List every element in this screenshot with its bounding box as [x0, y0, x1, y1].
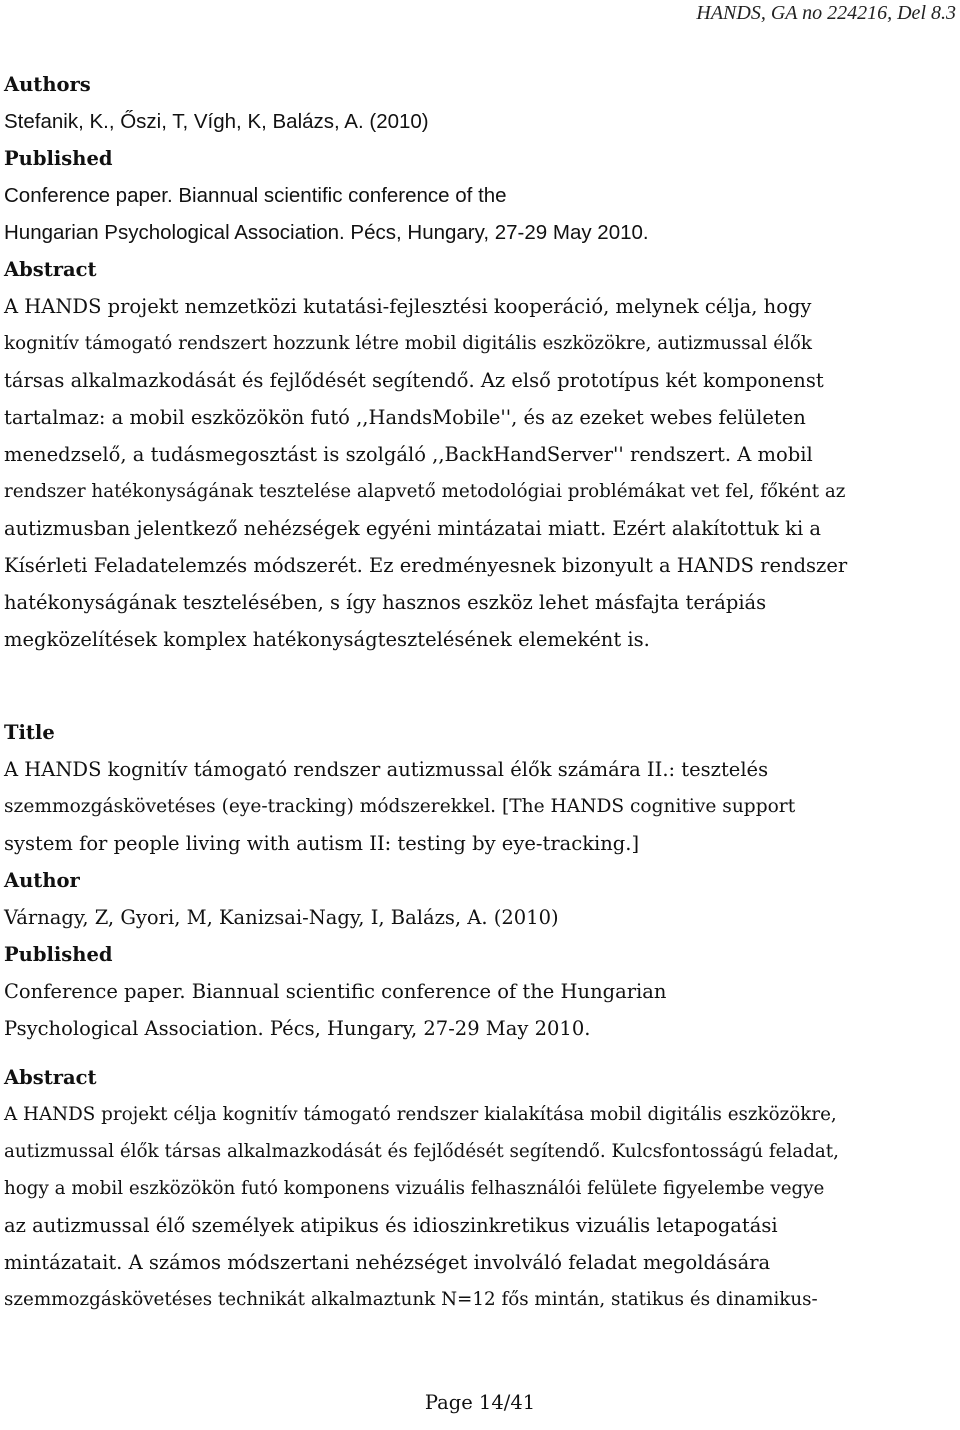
abstract-heading: Abstract — [4, 258, 97, 281]
abstract-line: rendszer hatékonyságának tesztelése alapvető metodológiai problémákat vet fel, főként az — [4, 481, 846, 502]
abstract-line: autizmusban jelentkező nehézségek egyéni mintázatai miatt. Ezért alakítottuk ki a — [4, 517, 822, 540]
published-line: Conference paper. Biannual scientific conference of the — [4, 184, 507, 207]
title-line: A HANDS kognitív támogató rendszer autizmussal élők számára II.: tesztelés — [4, 758, 769, 781]
abstract-line: megközelítések komplex hatékonyságtesztelésének elemeként is. — [4, 628, 650, 651]
author-heading: Author — [4, 869, 80, 892]
abstract-line: kognitív támogató rendszert hozzunk létre mobil digitális eszközökre, autizmussal élők — [4, 333, 812, 354]
abstract-heading: Abstract — [4, 1066, 97, 1089]
title-line: system for people living with autism II: testing by eye-tracking.] — [4, 832, 640, 855]
published-line: Hungarian Psychological Association. Pécs, Hungary, 27-29 May 2010. — [4, 221, 649, 244]
published-heading: Published — [4, 943, 113, 966]
spacer — [4, 1047, 956, 1059]
publication-entry-1 — [4, 66, 956, 658]
abstract-line: autizmussal élők társas alkalmazkodását és fejlődését segítendő. Kulcsfontosságú feladat, — [4, 1141, 839, 1162]
authors-heading: Authors — [4, 73, 91, 96]
title-line: szemmozgáskövetéses (eye-tracking) módszerekkel. [The HANDS cognitive support — [4, 796, 796, 817]
abstract-line: társas alkalmazkodását és fejlődését segítendő. Az első prototípus két komponenst — [4, 369, 824, 392]
abstract-line: tartalmaz: a mobil eszközökön futó ,,HandsMobile'', és az ezeket webes felületen — [4, 406, 806, 429]
running-header: HANDS, GA no 224216, Del 8.3 — [696, 2, 956, 24]
title-heading: Title — [4, 721, 55, 744]
abstract-line: Kísérleti Feladatelemzés módszerét. Ez eredményesnek bizonyult a HANDS rendszer — [4, 554, 848, 577]
abstract-line: szemmozgáskövetéses technikát alkalmaztunk N=12 fős mintán, statikus és dinamikus- — [4, 1289, 818, 1310]
published-line: Conference paper. Biannual scientific conference of the Hungarian — [4, 980, 667, 1003]
abstract-line: A HANDS projekt nemzetközi kutatási-fejlesztési kooperáció, melynek célja, hogy — [4, 295, 812, 318]
abstract-line: az autizmussal élő személyek atipikus és idioszinkretikus vizuális letapogatási — [4, 1214, 778, 1237]
abstract-line: menedzselő, a tudásmegosztást is szolgáló ,,BackHandServer'' rendszert. A mobil — [4, 443, 813, 466]
abstract-paragraph — [4, 288, 956, 658]
page-number: Page 14/41 — [424, 1391, 536, 1414]
abstract-line: A HANDS projekt célja kognitív támogató rendszer kialakítása mobil digitális eszközökre, — [4, 1104, 837, 1125]
author-text: Várnagy, Z, Gyori, M, Kanizsai-Nagy, I, Balázs, A. (2010) — [4, 906, 559, 929]
publication-entry-2 — [4, 714, 956, 1318]
abstract-line: hogy a mobil eszközökön futó komponens vizuális felhasználói felülete figyelembe vegye — [4, 1178, 825, 1199]
authors-text: Stefanik, K., Őszi, T, Vígh, K, Balázs, A. (2010) — [4, 110, 429, 133]
published-line: Psychological Association. Pécs, Hungary, 27-29 May 2010. — [4, 1017, 591, 1040]
abstract-line: hatékonyságának tesztelésében, s így hasznos eszköz lehet másfajta terápiás — [4, 591, 767, 614]
abstract-line: mintázatait. A számos módszertani nehézséget involváló feladat megoldására — [4, 1251, 771, 1274]
abstract-paragraph — [4, 1096, 956, 1318]
published-heading: Published — [4, 147, 113, 170]
